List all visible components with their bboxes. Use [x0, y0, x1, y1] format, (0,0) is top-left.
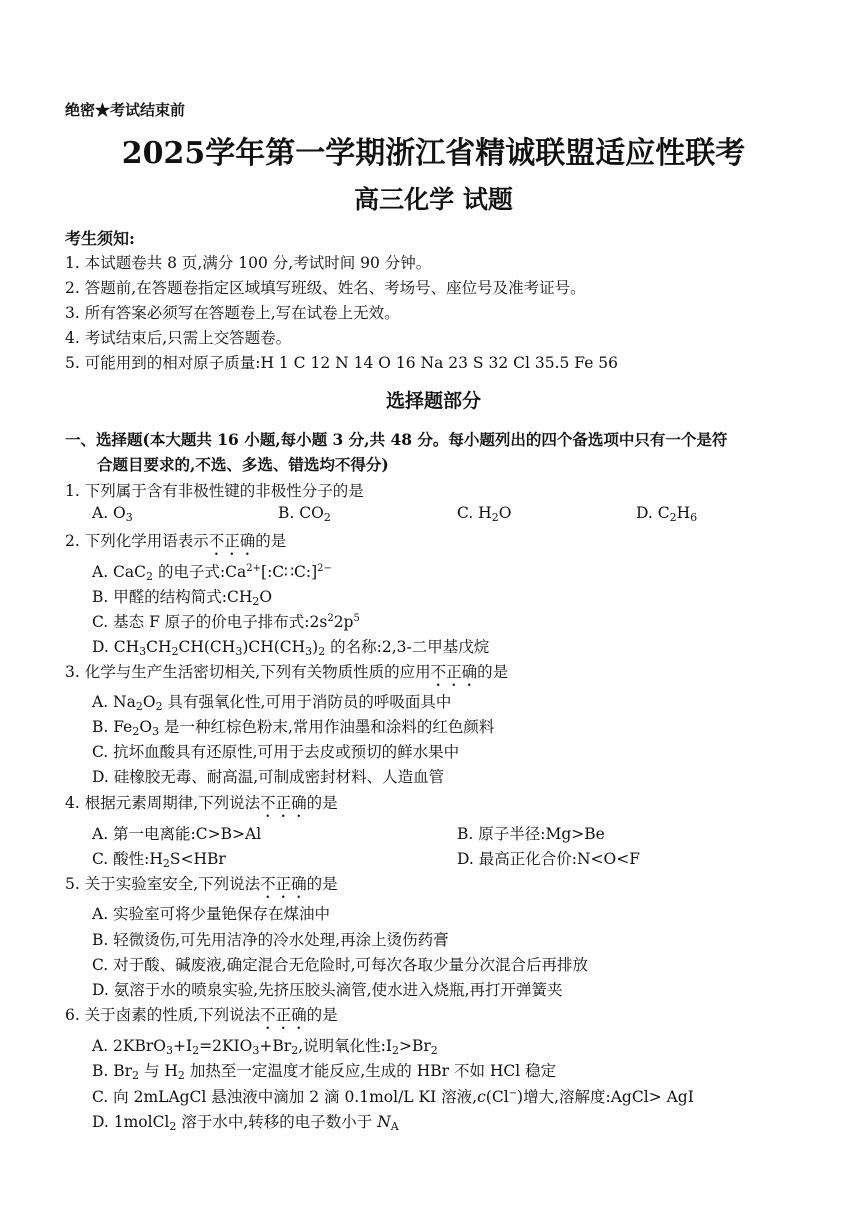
question-4-option-b: B. 原子半径:Mg>Be [457, 825, 605, 843]
question-1-option-b: B. $CO_2$ [278, 504, 331, 524]
question-5-option-a: A. 实验室可将少量铯保存在煤油中 [92, 905, 331, 923]
part-instructions-line1: 一、选择题(本大题共 16 小题,每小题 3 分,共 48 分。每小题列出的四个备选项中只有一个是符 [65, 430, 728, 449]
question-6-option-d: D. 1molCl$_2$ 溶于水中,转移的电子数小于 $N_A$ [92, 1113, 399, 1133]
question-3-option-a: A. $Na_2O_2$ 具有强氧化性,可用于消防员的呼吸面具中 [92, 693, 452, 713]
question-6-stem: 6. 关于卤素的性质,下列说法不正确的是 [65, 1006, 338, 1024]
question-1-option-c: C. $H_2O$ [457, 504, 512, 524]
part-instructions-line2: 合题目要求的,不选、多选、错选均不得分) [97, 455, 389, 474]
question-3-stem: 3. 化学与生产生活密切相关,下列有关物质性质的应用不正确的是 [65, 663, 509, 681]
question-5-option-d: D. 氨溶于水的喷泉实验,先挤压胶头滴管,使水进入烧瓶,再打开弹簧夹 [92, 981, 563, 999]
notice-item-4: 4. 考试结束后,只需上交答题卷。 [65, 329, 292, 347]
notice-item-3: 3. 所有答案必须写在答题卷上,写在试卷上无效。 [65, 304, 400, 322]
notice-heading: 考生须知: [65, 229, 135, 248]
question-4-option-c: C. 酸性$:H_2S<HBr$ [92, 850, 226, 870]
question-1-option-a: A. $O_3$ [92, 504, 133, 524]
question-1-stem: 1. 下列属于含有非极性键的非极性分子的是 [65, 482, 364, 500]
section-heading: 选择题部分 [385, 390, 481, 412]
question-5-stem: 5. 关于实验室安全,下列说法不正确的是 [65, 875, 338, 893]
question-4-option-a: A. 第一电离能:C>B>Al [92, 825, 262, 843]
exam-title: 2025学年第一学期浙江省精诚联盟适应性联考 [121, 136, 746, 171]
question-2-option-a: A. CaC$_2$ 的电子式$:Ca^{2+}[:C∷C:]^{2-}$ [92, 563, 332, 583]
notice-item-1: 1. 本试题卷共 8 页,满分 100 分,考试时间 90 分钟。 [65, 254, 432, 272]
question-3-option-d: D. 硅橡胶无毒、耐高温,可制成密封材料、人造血管 [92, 768, 445, 786]
question-4-stem: 4. 根据元素周期律,下列说法不正确的是 [65, 794, 338, 812]
question-6-option-c: C. 向 2mLAgCl 悬浊液中滴加 2 滴 0.1mol/L KI 溶液,c(Cl−)增大,溶解度:AgCl> AgI [92, 1088, 694, 1106]
question-5-option-c: C. 对于酸、碱废液,确定混合无危险时,可每次各取少量分次混合后再排放 [92, 956, 589, 974]
question-5-option-b: B. 轻微烫伤,可先用洁净的冷水处理,再涂上烫伤药膏 [92, 931, 449, 949]
notice-item-5: 5. 可能用到的相对原子质量:H 1 C 12 N 14 O 16 Na 23 S 32 Cl 35.5 Fe 56 [65, 354, 619, 372]
question-2-option-d: D. $CH_3CH_2CH(CH_3)CH(CH_3)_2$ 的名称:2,3-二甲基戊烷 [92, 638, 490, 658]
notice-item-2: 2. 答题前,在答题卷指定区域填写班级、姓名、考场号、座位号及准考证号。 [65, 279, 586, 297]
question-3-option-b: B. $Fe_2O_3$ 是一种红棕色粉末,常用作油墨和涂料的红色颜料 [92, 718, 495, 738]
question-6-option-b: B. $Br_2$ 与 $H_2$ 加热至一定温度才能反应,生成的 HBr 不如 HCl 稳定 [92, 1062, 557, 1082]
exam-subtitle: 高三化学 试题 [354, 185, 513, 214]
question-4-option-d: D. 最高正化合价:N<O<F [457, 850, 640, 868]
question-2-stem: 2. 下列化学用语表示不正确的是 [65, 532, 287, 550]
question-2-option-b: B. 甲醛的结构简式$:CH_2O$ [92, 588, 273, 608]
question-1-option-d: D. $C_2H_6$ [636, 504, 698, 524]
question-3-option-c: C. 抗坏血酸具有还原性,可用于去皮或预切的鲜水果中 [92, 743, 460, 761]
question-6-option-a: A. $2KBrO_3+I_2=2KIO_3+Br_2$,说明氧化性$:I_2>Br_2$ [92, 1037, 438, 1057]
confidential-mark: 绝密★考试结束前 [65, 101, 186, 119]
question-2-option-c: C. 基态 F 原子的价电子排布式$:2s^22p^5$ [92, 613, 360, 631]
